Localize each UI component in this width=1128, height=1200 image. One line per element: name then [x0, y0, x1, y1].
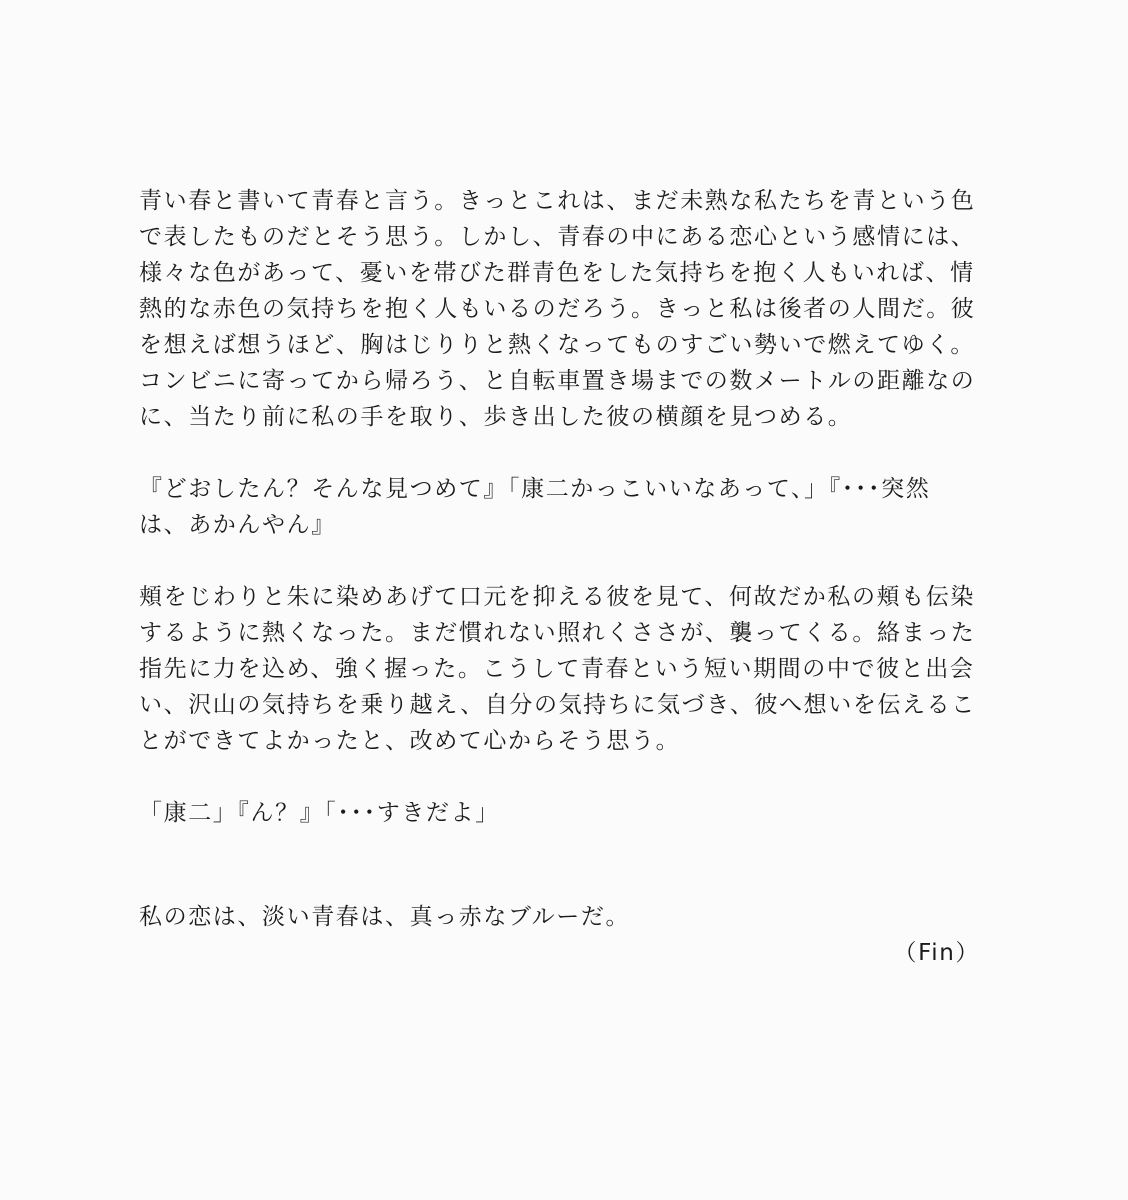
text-line: とができてよかったと、改めて心からそう思う。: [139, 728, 681, 754]
fin-mark: （Fin）: [893, 940, 980, 966]
text-line: で表したものだとそう思う。しかし、青春の中にある恋心という感情には、: [139, 224, 976, 250]
text-line: 熱的な赤色の気持ちを抱く人もいるのだろう。きっと私は後者の人間だ。彼: [139, 296, 976, 322]
text-line: 様々な色があって、憂いを帯びた群青色をした気持ちを抱く人もいれば、情: [139, 260, 975, 286]
paragraph-spacer: [139, 543, 989, 579]
paragraph-5-closing: [139, 899, 989, 935]
text-line: 頬をじわりと朱に染めあげて口元を抑える彼を見て、何故だか私の頬も伝染: [139, 584, 975, 610]
text-line: に、当たり前に私の手を取り、歩き出した彼の横顔を見つめる。: [139, 404, 853, 430]
paragraph-spacer: [139, 759, 989, 795]
text-line: は、あかんやん』: [139, 512, 336, 538]
paragraph-spacer: [139, 831, 989, 899]
text-line: を想えば想うほど、胸はじりりと熱くなってものすごい勢いで燃えてゆく。: [139, 332, 975, 358]
text-line: 指先に力を込め、強く握った。こうして青春という短い期間の中で彼と出会: [139, 656, 975, 682]
text-line: コンビニに寄ってから帰ろう、と自転車置き場までの数メートルの距離なの: [139, 368, 976, 394]
paragraph-1: [139, 183, 989, 435]
text-line: 私の恋は、淡い青春は、真っ赤なブルーだ。: [139, 904, 631, 930]
paragraph-3: [139, 579, 989, 759]
paragraph-spacer: [139, 435, 989, 471]
text-line: い、沢山の気持ちを乗り越え、自分の気持ちに気づき、彼へ想いを伝えるこ: [139, 692, 976, 718]
paragraph-2-dialogue: [139, 471, 989, 543]
text-line: 「康二」『ん？』「･･･すきだよ」: [139, 800, 500, 826]
story-text: [139, 183, 989, 966]
paragraph-4-dialogue: [139, 795, 989, 831]
text-line: するように熱くなった。まだ慣れない照れくささが、襲ってくる。絡まった: [139, 620, 976, 646]
text-line: 青い春と書いて青春と言う。きっとこれは、まだ未熟な私たちを青という色: [139, 188, 976, 214]
text-line: 『どおしたん？そんな見つめて』「康二かっこいいなあって、」『･･･突然: [139, 476, 931, 502]
